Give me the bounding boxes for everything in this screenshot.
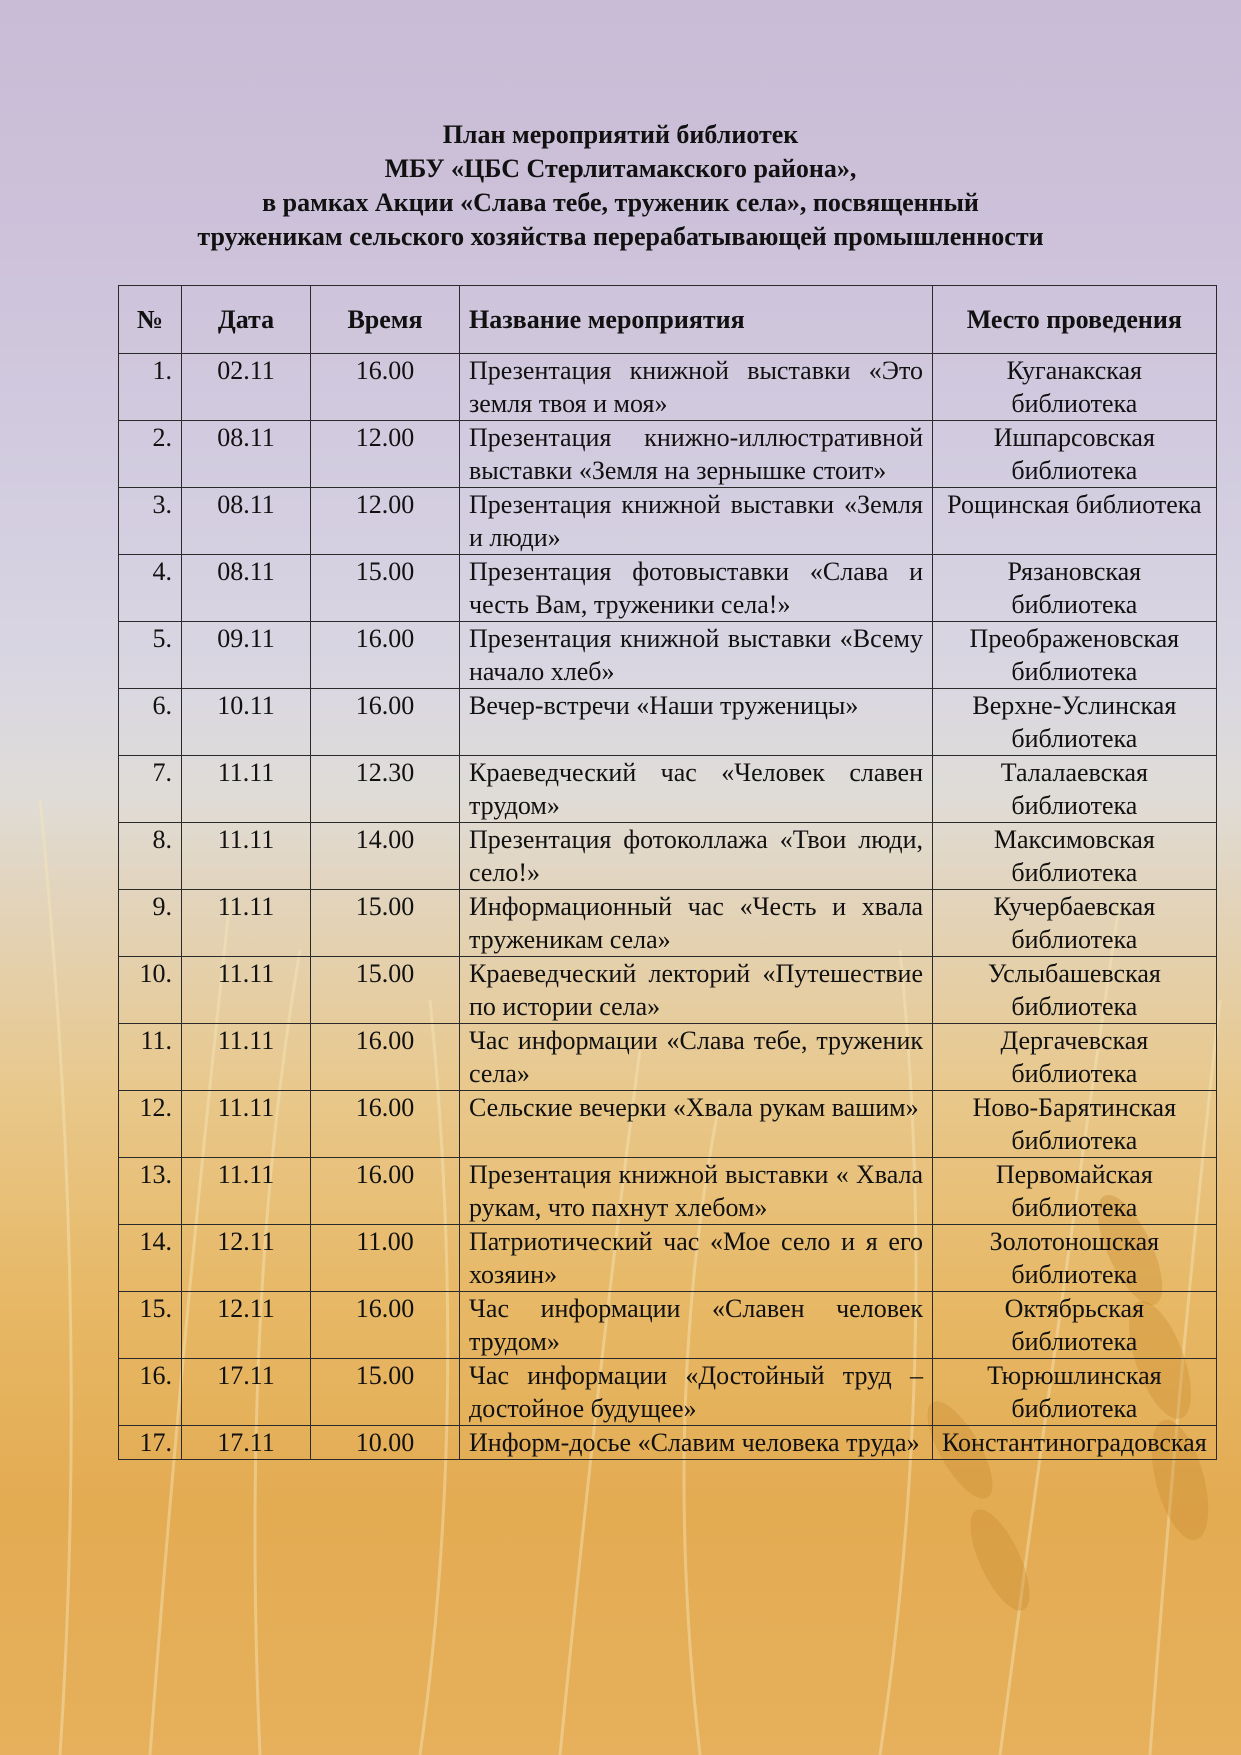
table-row (119, 756, 1217, 823)
title-line-3: в рамках Акции «Слава тебе, труженик села», посвященный (262, 188, 979, 217)
cell-time: 16.00 (311, 1024, 460, 1091)
table-row (119, 1359, 1217, 1426)
cell-time: 15.00 (311, 555, 460, 622)
table-row (119, 1292, 1217, 1359)
cell-date: 11.11 (182, 1091, 311, 1158)
cell-event-name: Презентация фотовыставки «Слава и честь Вам, труженики села!» (460, 555, 933, 622)
cell-num: 10. (119, 957, 182, 1024)
cell-event-name: Сельские вечерки «Хвала рукам вашим» (460, 1091, 933, 1158)
header-time: Время (311, 286, 460, 354)
title-line-4: труженикам сельского хозяйства перерабатывающей промышленности (197, 222, 1044, 251)
table-header-row (119, 286, 1217, 354)
cell-place: Куганакская библиотека (933, 354, 1217, 421)
cell-time: 11.00 (311, 1225, 460, 1292)
table-row (119, 354, 1217, 421)
cell-num: 13. (119, 1158, 182, 1225)
cell-time: 16.00 (311, 689, 460, 756)
cell-time: 14.00 (311, 823, 460, 890)
cell-num: 11. (119, 1024, 182, 1091)
cell-num: 15. (119, 1292, 182, 1359)
cell-event-name: Презентация фотоколлажа «Твои люди, село!» (460, 823, 933, 890)
cell-num: 2. (119, 421, 182, 488)
cell-date: 09.11 (182, 622, 311, 689)
cell-event-name: Презентация книжно-иллюстративной выставки «Земля на зернышке стоит» (460, 421, 933, 488)
cell-event-name: Презентация книжной выставки « Хвала рукам, что пахнут хлебом» (460, 1158, 933, 1225)
cell-place: Первомайская библиотека (933, 1158, 1217, 1225)
header-place: Место проведения (933, 286, 1217, 354)
cell-date: 11.11 (182, 957, 311, 1024)
table-row (119, 622, 1217, 689)
title-line-2: МБУ «ЦБС Стерлитамакского района», (384, 154, 857, 183)
header-event-name: Название мероприятия (460, 286, 933, 354)
header-num: № (119, 286, 182, 354)
cell-event-name: Час информации «Достойный труд – достойное будущее» (460, 1359, 933, 1426)
cell-event-name: Патриотический час «Мое село и я его хозяин» (460, 1225, 933, 1292)
table-row (119, 1024, 1217, 1091)
cell-place: Золотоношская библиотека (933, 1225, 1217, 1292)
cell-place: Рязановская библиотека (933, 555, 1217, 622)
cell-event-name: Презентация книжной выставки «Это земля твоя и моя» (460, 354, 933, 421)
cell-time: 16.00 (311, 622, 460, 689)
cell-place: Ишпарсовская библиотека (933, 421, 1217, 488)
cell-time: 12.00 (311, 488, 460, 555)
cell-num: 5. (119, 622, 182, 689)
cell-place: Талалаевская библиотека (933, 756, 1217, 823)
cell-date: 12.11 (182, 1225, 311, 1292)
table-row (119, 1091, 1217, 1158)
cell-place: Услыбашевская библиотека (933, 957, 1217, 1024)
page-title (0, 118, 1241, 254)
cell-time: 15.00 (311, 890, 460, 957)
cell-num: 12. (119, 1091, 182, 1158)
events-table (118, 285, 1217, 1460)
cell-num: 8. (119, 823, 182, 890)
cell-event-name: Информ-досье «Славим человека труда» (460, 1426, 933, 1460)
cell-place: Преображеновская библиотека (933, 622, 1217, 689)
table-row (119, 890, 1217, 957)
cell-place: Рощинская библиотека (933, 488, 1217, 555)
cell-num: 6. (119, 689, 182, 756)
cell-num: 4. (119, 555, 182, 622)
cell-time: 10.00 (311, 1426, 460, 1460)
cell-place: Верхне-Услинская библиотека (933, 689, 1217, 756)
cell-event-name: Информационный час «Честь и хвала труженикам села» (460, 890, 933, 957)
table-row (119, 488, 1217, 555)
cell-event-name: Презентация книжной выставки «Земля и люди» (460, 488, 933, 555)
cell-date: 11.11 (182, 756, 311, 823)
table-row (119, 1426, 1217, 1460)
cell-event-name: Краеведческий лекторий «Путешествие по истории села» (460, 957, 933, 1024)
cell-event-name: Час информации «Славен человек трудом» (460, 1292, 933, 1359)
cell-num: 7. (119, 756, 182, 823)
cell-time: 15.00 (311, 957, 460, 1024)
title-line-1: План мероприятий библиотек (442, 120, 799, 149)
cell-event-name: Вечер-встречи «Наши труженицы» (460, 689, 933, 756)
cell-num: 3. (119, 488, 182, 555)
cell-place: Ново-Барятинская библиотека (933, 1091, 1217, 1158)
cell-event-name: Краеведческий час «Человек славен трудом» (460, 756, 933, 823)
cell-date: 10.11 (182, 689, 311, 756)
table-row (119, 1225, 1217, 1292)
cell-time: 12.00 (311, 421, 460, 488)
cell-place: Константиноградовская (933, 1426, 1217, 1460)
cell-num: 9. (119, 890, 182, 957)
cell-place: Кучербаевская библиотека (933, 890, 1217, 957)
cell-date: 17.11 (182, 1426, 311, 1460)
cell-time: 16.00 (311, 1292, 460, 1359)
header-date: Дата (182, 286, 311, 354)
table-row (119, 823, 1217, 890)
cell-num: 14. (119, 1225, 182, 1292)
cell-num: 1. (119, 354, 182, 421)
cell-place: Дергачевская библиотека (933, 1024, 1217, 1091)
table-row (119, 1158, 1217, 1225)
cell-num: 17. (119, 1426, 182, 1460)
cell-date: 11.11 (182, 1158, 311, 1225)
cell-date: 11.11 (182, 1024, 311, 1091)
cell-place: Тюрюшлинская библиотека (933, 1359, 1217, 1426)
table-row (119, 555, 1217, 622)
cell-num: 16. (119, 1359, 182, 1426)
cell-place: Максимовская библиотека (933, 823, 1217, 890)
cell-date: 17.11 (182, 1359, 311, 1426)
cell-time: 12.30 (311, 756, 460, 823)
cell-time: 15.00 (311, 1359, 460, 1426)
cell-date: 11.11 (182, 823, 311, 890)
cell-date: 12.11 (182, 1292, 311, 1359)
table-row (119, 689, 1217, 756)
cell-date: 08.11 (182, 421, 311, 488)
table-row (119, 421, 1217, 488)
cell-time: 16.00 (311, 1158, 460, 1225)
table-row (119, 957, 1217, 1024)
cell-date: 08.11 (182, 488, 311, 555)
cell-place: Октябрьская библиотека (933, 1292, 1217, 1359)
cell-date: 08.11 (182, 555, 311, 622)
cell-date: 02.11 (182, 354, 311, 421)
cell-date: 11.11 (182, 890, 311, 957)
cell-event-name: Презентация книжной выставки «Всему начало хлеб» (460, 622, 933, 689)
cell-event-name: Час информации «Слава тебе, труженик села» (460, 1024, 933, 1091)
cell-time: 16.00 (311, 1091, 460, 1158)
cell-time: 16.00 (311, 354, 460, 421)
